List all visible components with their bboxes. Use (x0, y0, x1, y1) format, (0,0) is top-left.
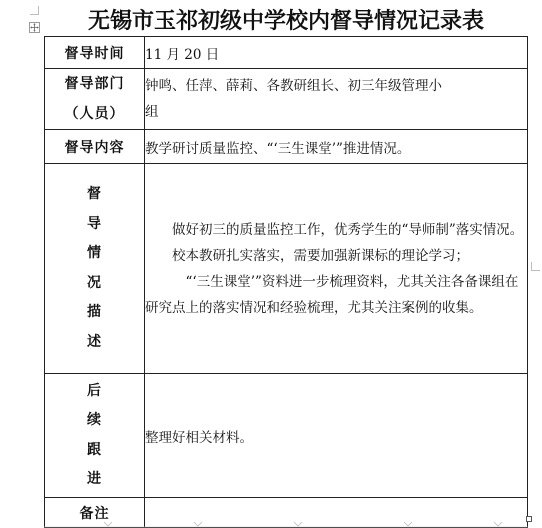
label-char: 进 (87, 471, 102, 487)
description-paragraph: 做好初三的质量监控工作，优秀学生的“导师制”落实情况。 (172, 221, 524, 238)
value-supervision-content[interactable]: 教学研讨质量监控、“‘三生课堂’”推进情况。 (145, 130, 528, 164)
label-remarks: 备注 (45, 498, 145, 528)
label-supervision-department (45, 69, 145, 130)
move-arrows-icon[interactable] (29, 22, 40, 33)
value-line: 钟鸣、任萍、薛莉、各教研组长、初三年级管理小 (145, 78, 442, 94)
table-row-followup (45, 374, 528, 498)
label-char: 情 (87, 245, 102, 261)
table-row-description (45, 164, 528, 374)
label-supervision-time: 督导时间 (45, 37, 145, 69)
label-char: 导 (87, 215, 102, 232)
label-line: 督导部门 (64, 76, 125, 92)
page-title: 无锡市玉祁初级中学校内督导情况记录表 (87, 8, 484, 34)
column-marker-ruler (44, 520, 528, 528)
value-supervision-time[interactable]: 11 月 20 日 (145, 37, 528, 69)
description-paragraph: “‘三生课堂’”资料进一步梳理资料，尤其关注各备课组在研究点上的落实情况和经验梳理，尤其关注案例的收集。 (145, 273, 519, 316)
table-row-department (45, 69, 528, 130)
value-supervision-description[interactable] (145, 164, 528, 374)
label-followup (45, 374, 145, 498)
label-char: 督 (87, 186, 102, 202)
label-char: 后 (87, 382, 102, 399)
description-paragraph: 校本教研扎实落实，需要加强新课标的理论学习； (172, 247, 469, 264)
table-row-content (45, 130, 528, 164)
label-supervision-content: 督导内容 (45, 130, 145, 164)
table-row-time (45, 37, 528, 69)
label-char: 续 (87, 412, 102, 428)
text-boundary-corner-mark (30, 6, 39, 15)
value-followup[interactable]: 整理好相关材料。 (145, 374, 528, 498)
label-char: 况 (87, 274, 102, 291)
value-supervision-department[interactable] (145, 69, 528, 130)
label-supervision-description (45, 164, 145, 374)
value-line: 组 (145, 104, 159, 120)
label-char: 描 (87, 304, 102, 320)
label-char: 跟 (87, 441, 102, 458)
text-boundary-corner-mark-right (531, 262, 540, 271)
label-char: 述 (87, 333, 102, 350)
supervision-record-table (44, 36, 528, 528)
label-line: （人员） (64, 106, 125, 122)
